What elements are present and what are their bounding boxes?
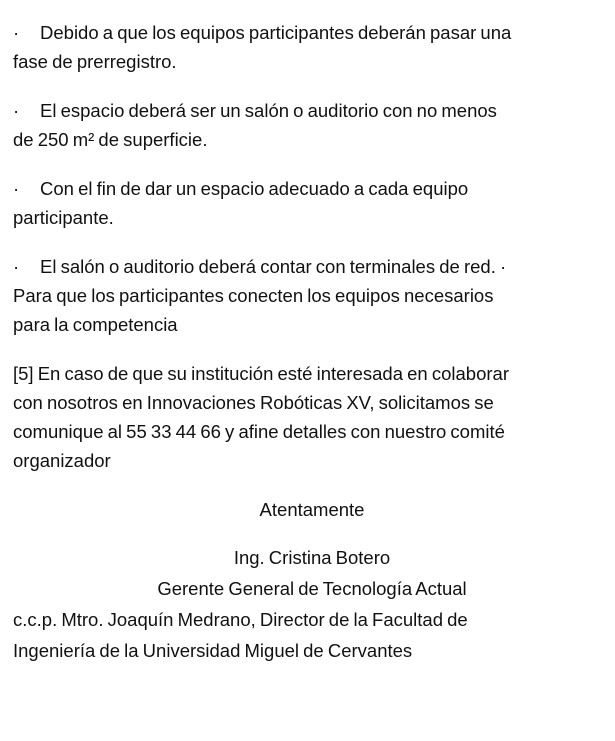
bullet-line <box>13 252 611 281</box>
bullet-marker: · <box>13 178 20 199</box>
footnote-line: comunique al 55 33 44 66 y afine detalles con nuestro comité <box>13 421 505 442</box>
bullet-text: El salón o auditorio deberá contar con terminales de red. · <box>40 256 507 277</box>
ccp-line: c.c.p. Mtro. Joaquín Medrano, Director de la Facultad de <box>13 609 468 630</box>
footnote-line: con nosotros en Innovaciones Robóticas XV, solicitamos se <box>13 392 494 413</box>
bullet-item-prerregistro <box>13 18 611 76</box>
signatory-name: Ing. Cristina Botero <box>233 547 391 568</box>
bullet-item-equipo <box>13 174 611 232</box>
closing-salutation: Atentamente <box>259 499 365 520</box>
bullet-marker: · <box>13 100 20 121</box>
bullet-line: Para que los participantes conecten los equipos necesarios <box>13 285 494 306</box>
footnote-line: organizador <box>13 450 111 471</box>
bullet-text: Con el fin de dar un espacio adecuado a cada equipo <box>40 178 469 199</box>
letter-page <box>13 18 611 666</box>
bullet-text: Debido a que los equipos participantes deberán pasar una <box>40 22 512 43</box>
bullet-line: participante. <box>13 207 114 228</box>
footnote-paragraph <box>13 359 611 475</box>
bullet-line <box>13 174 611 203</box>
footnote-line: [5] En caso de que su institución esté interesada en colaborar <box>13 363 509 384</box>
bullet-item-espacio <box>13 96 611 154</box>
bullet-line: fase de prerregistro. <box>13 51 177 72</box>
bullet-line: de 250 m² de superficie. <box>13 129 208 150</box>
bullet-line <box>13 18 611 47</box>
bullet-item-terminales <box>13 252 611 339</box>
bullet-line: para la competencia <box>13 314 178 335</box>
bullet-marker: · <box>13 22 20 43</box>
bullet-marker: · <box>13 256 20 277</box>
ccp-line: Ingeniería de la Universidad Miguel de Cervantes <box>13 640 413 661</box>
bullet-line <box>13 96 611 125</box>
signatory-title: Gerente General de Tecnología Actual <box>157 578 467 599</box>
bullet-text: El espacio deberá ser un salón o auditorio con no menos <box>40 100 497 121</box>
